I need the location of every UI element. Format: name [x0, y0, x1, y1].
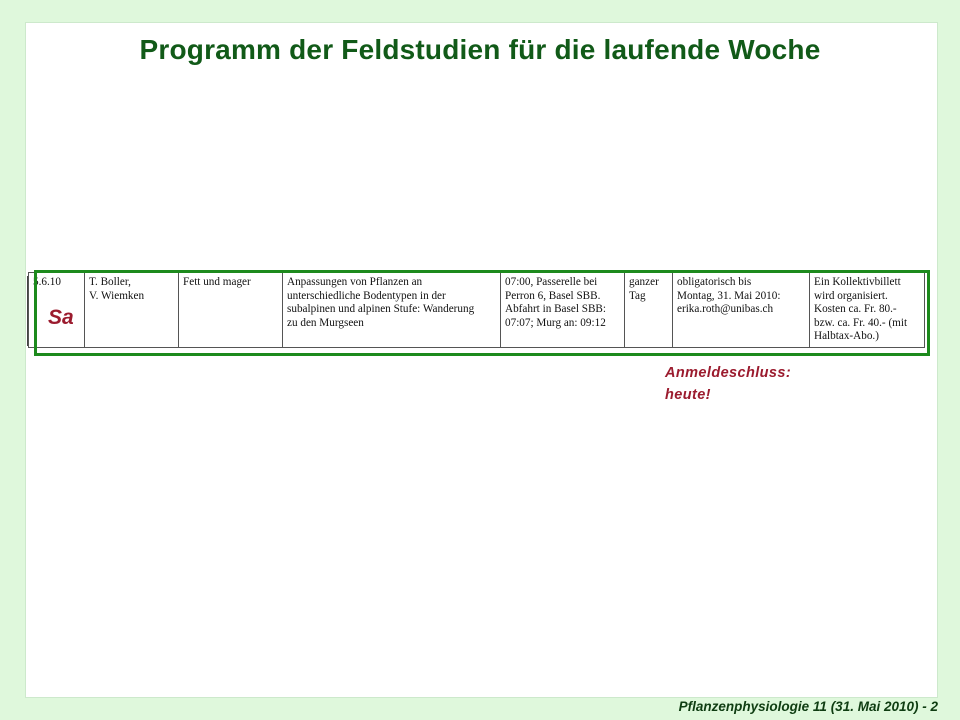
table-row	[29, 273, 925, 348]
costs-line-1: Ein Kollektivbillett	[814, 276, 901, 288]
description-cell	[283, 273, 501, 348]
description-line-2: unterschiedliche Bodentypen in der	[287, 289, 446, 302]
costs-line-4: bzw. ca. Fr. 40.- (mit	[814, 316, 908, 329]
schedule-table-excerpt	[28, 272, 924, 350]
schedule-table	[28, 272, 925, 348]
meeting-line-4: 07:07; Murg an: 09:12	[505, 316, 606, 329]
registration-email: erika.roth@unibas.ch	[677, 303, 774, 316]
date-text: 5.6.10	[33, 276, 61, 288]
meeting-cell	[501, 273, 625, 348]
description-line-1: Anpassungen von Pflanzen an	[287, 276, 423, 288]
topic-text: Fett und mager	[183, 276, 251, 288]
meeting-line-1: 07:00, Passerelle bei	[505, 276, 598, 288]
note-line-1: Anmeldeschluss:	[665, 365, 792, 381]
slide-title: Programm der Feldstudien für die laufende Woche	[139, 34, 821, 65]
topic-cell	[179, 273, 283, 348]
registration-line-1: obligatorisch bis	[677, 276, 752, 288]
costs-line-2: wird organisiert.	[814, 289, 888, 302]
day-label: Sa	[48, 306, 74, 329]
registration-cell	[673, 273, 810, 348]
registration-deadline-note	[665, 362, 791, 406]
costs-line-5: Halbtax-Abo.)	[814, 330, 879, 343]
leader-1: T. Boller,	[89, 276, 131, 288]
meeting-line-2: Perron 6, Basel SBB.	[505, 289, 601, 302]
costs-cell	[810, 273, 925, 348]
slide-canvas	[25, 22, 938, 698]
duration-line-1: ganzer	[629, 276, 659, 288]
registration-line-2: Montag, 31. Mai 2010:	[677, 289, 781, 302]
meeting-line-3: Abfahrt in Basel SBB:	[505, 303, 606, 316]
duration-line-2: Tag	[629, 289, 646, 302]
description-line-4: zu den Murgseen	[287, 316, 364, 329]
costs-line-3: Kosten ca. Fr. 80.-	[814, 303, 897, 316]
slide-footer: Pflanzenphysiologie 11 (31. Mai 2010) - 2	[678, 699, 938, 714]
note-line-2: heute!	[665, 387, 711, 403]
description-line-3: subalpinen und alpinen Stufe: Wanderung	[287, 303, 475, 316]
leader-2: V. Wiemken	[89, 289, 145, 302]
leaders-cell	[85, 273, 179, 348]
duration-cell	[625, 273, 673, 348]
